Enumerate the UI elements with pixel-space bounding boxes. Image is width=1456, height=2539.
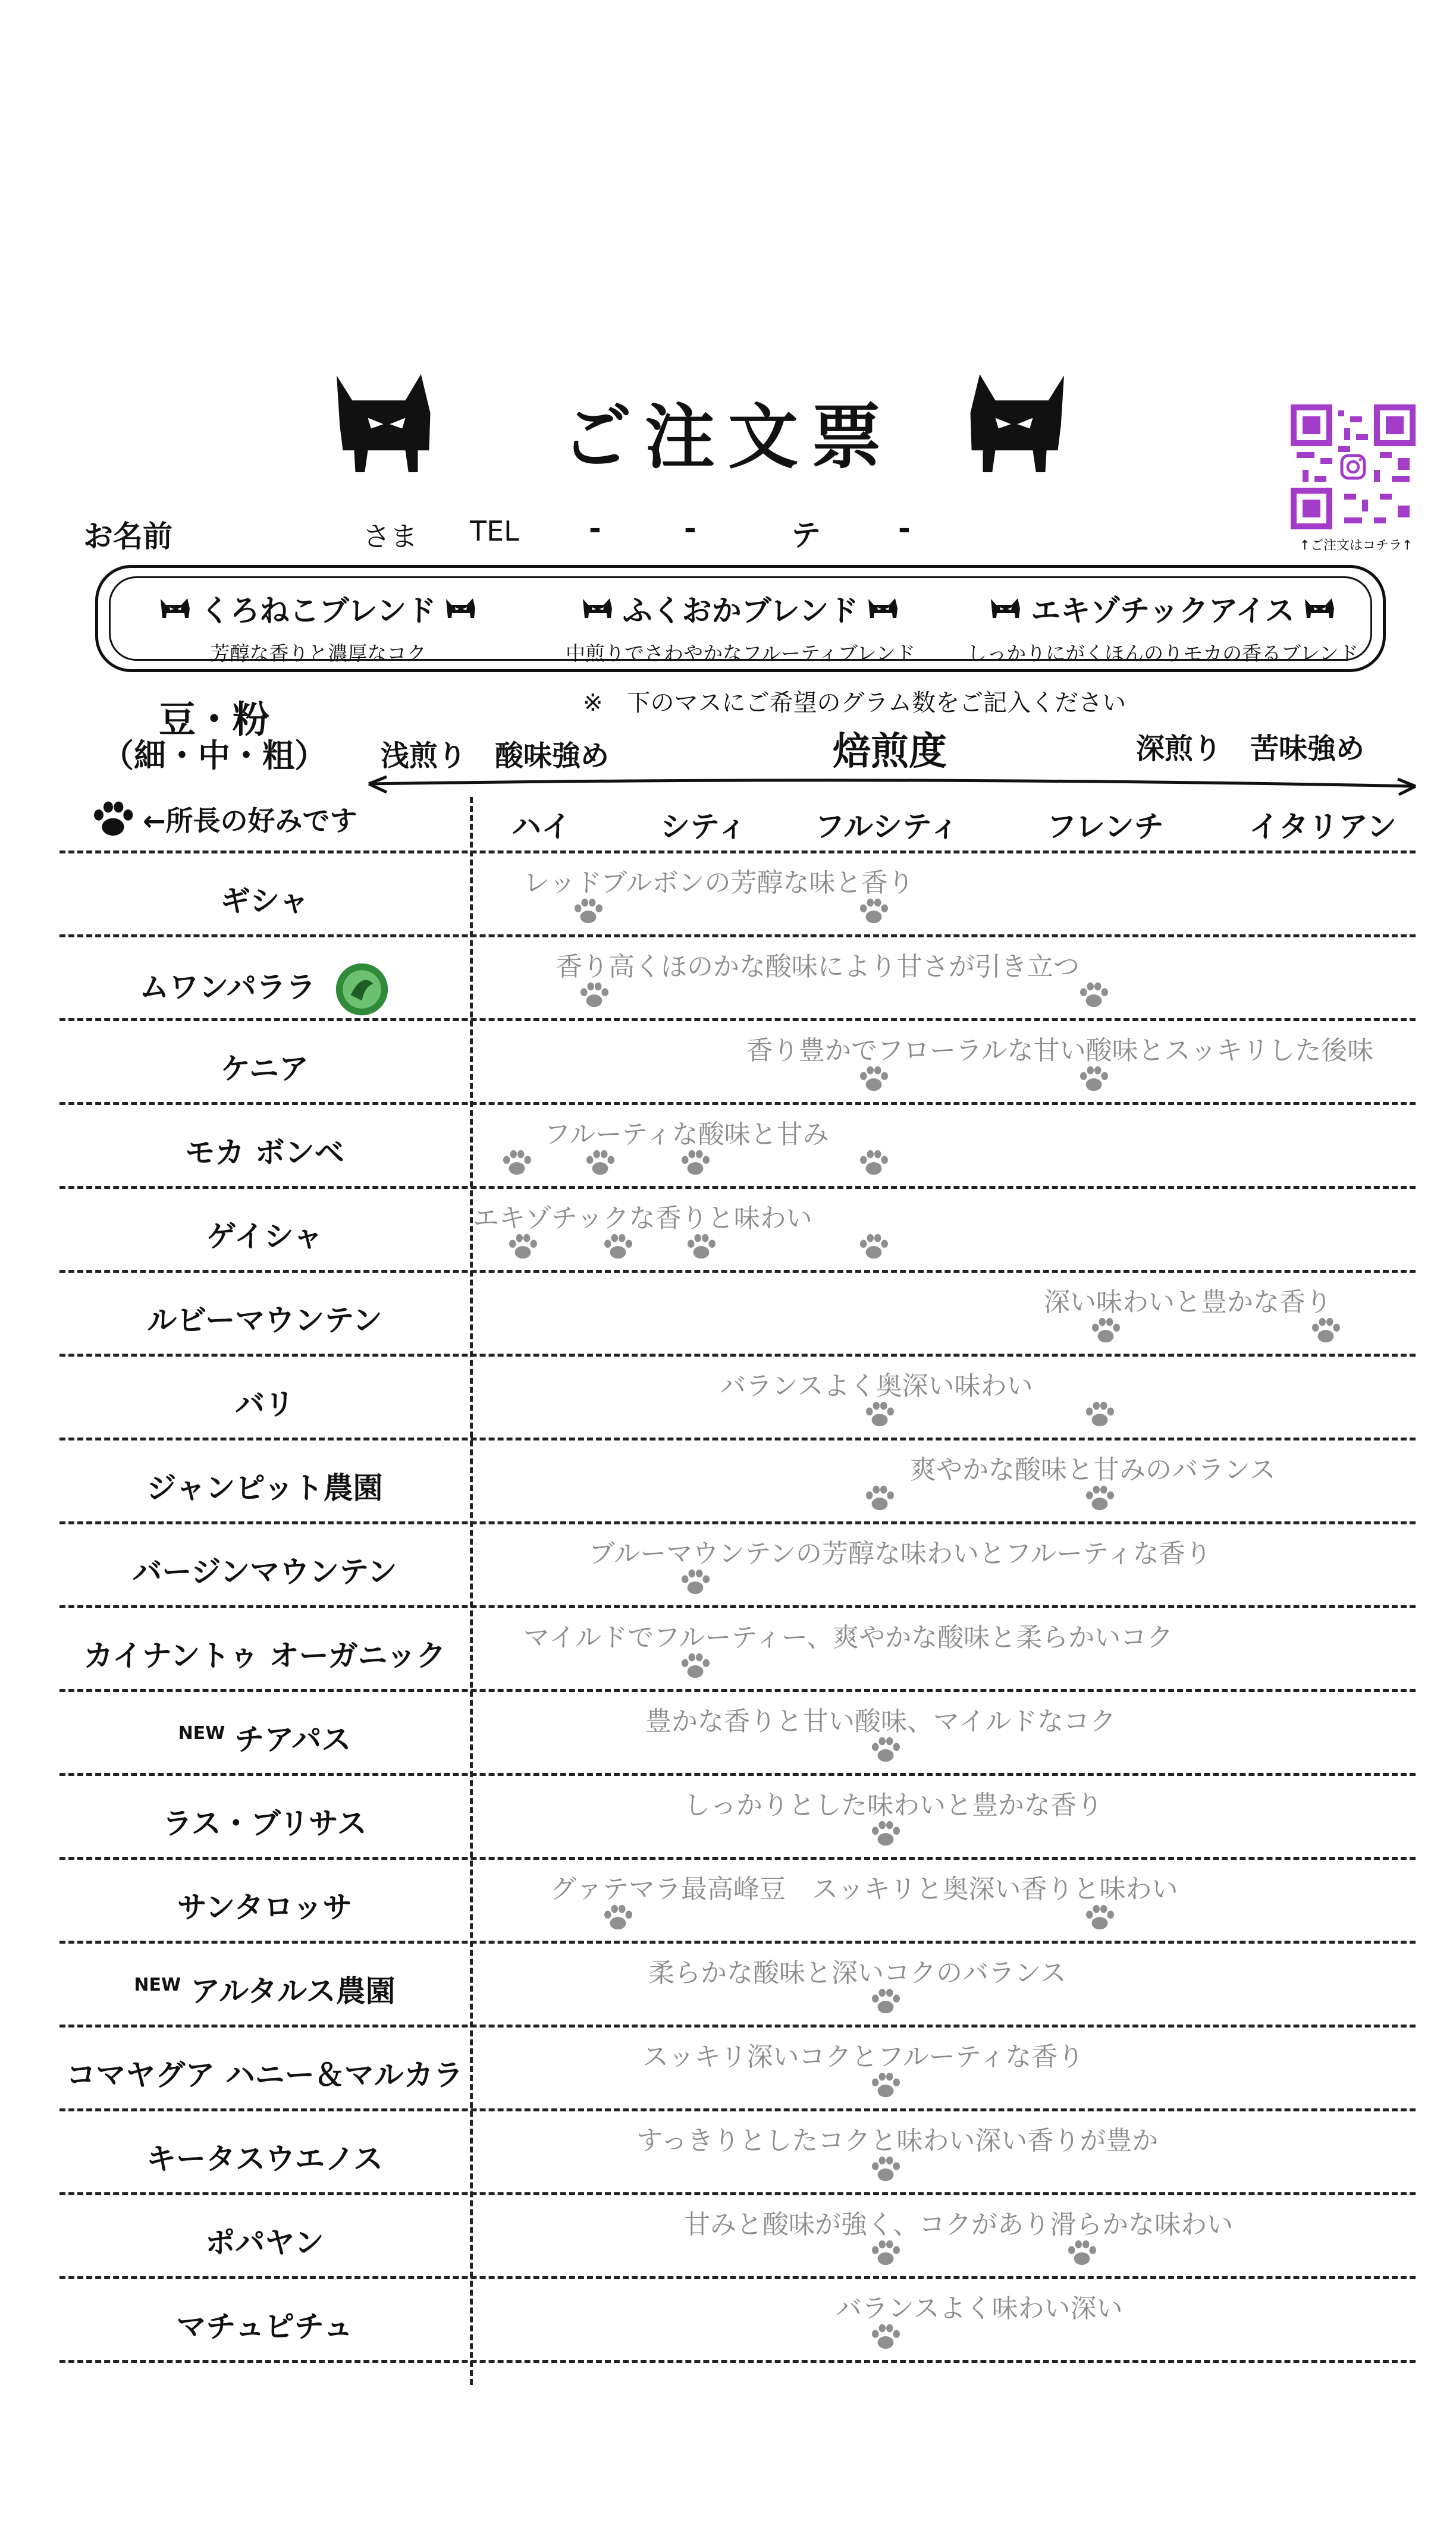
- bean-description: ブルーマウンテンの芳醇な味わいとフルーティな香り: [589, 1539, 1212, 1569]
- bean-name-text: モカ ボンベ: [185, 1135, 344, 1170]
- bean-name: [59, 2303, 470, 2346]
- bean-name: [59, 1213, 470, 1256]
- paw-icon: [862, 1400, 897, 1429]
- bean-name: [59, 2135, 470, 2178]
- grind-header: （細・中・粗）: [102, 737, 327, 774]
- bean-name-text: カイナントゥ オーガニック: [83, 1639, 446, 1673]
- small-cat-icon: [988, 597, 1024, 620]
- small-cat-icon: [865, 597, 901, 620]
- bean-description: グァテマラ最高峰豆 スッキリと奥深い香りと味わい: [550, 1874, 1178, 1904]
- paw-icon: [1082, 1484, 1117, 1512]
- bean-name-text: ケニア: [221, 1052, 309, 1086]
- row-divider: [59, 2276, 1416, 2279]
- paw-legend: [89, 798, 357, 840]
- row-divider: [59, 934, 1416, 937]
- row-divider: [59, 1521, 1416, 1524]
- bean-description: バランスよく味わい深い: [836, 2293, 1123, 2324]
- bean-name: [59, 2051, 470, 2094]
- qr-caption: ↑ご注文はコチラ↑: [1299, 538, 1413, 553]
- paw-icon: [856, 897, 891, 925]
- new-badge: NEW: [178, 1723, 225, 1744]
- paw-icon: [1308, 1316, 1343, 1345]
- paw-icon: [868, 1987, 903, 2016]
- blend-kuroneko: [110, 587, 526, 666]
- row-divider: [59, 1605, 1416, 1608]
- bean-description: レッドブルボンの芳醇な味と香り: [523, 868, 914, 898]
- paw-icon: [868, 2239, 903, 2267]
- bean-name-text: マチュピチュ: [176, 2309, 353, 2344]
- roast-level-city: シティ: [660, 809, 747, 844]
- bean-description: 柔らかな酸味と深いコクのバランス: [648, 1958, 1066, 1988]
- new-badge: NEW: [134, 1975, 181, 1996]
- row-divider: [59, 1354, 1416, 1357]
- paw-icon: [862, 1484, 897, 1512]
- tel-dash: -: [898, 511, 911, 546]
- bean-name-text: チアパス: [234, 1722, 352, 1757]
- blend-name: エキゾチックアイス: [1031, 594, 1295, 628]
- tel-dash: -: [684, 511, 696, 546]
- bean-name-text: ポパヤン: [205, 2226, 324, 2260]
- paw-icon: [601, 1232, 635, 1261]
- bean-name-text: ゲイシャ: [206, 1219, 323, 1254]
- roast-level-french: フレンチ: [1047, 809, 1164, 844]
- row-divider: [59, 2360, 1416, 2363]
- blend-fukuoka: [532, 587, 949, 666]
- bean-name-text: ギシャ: [220, 884, 309, 918]
- row-divider: [59, 1018, 1416, 1021]
- row-divider: [59, 2108, 1416, 2111]
- bean-name: [59, 961, 470, 1018]
- paw-icon: [868, 2323, 903, 2351]
- paw-icon: [89, 798, 137, 840]
- paw-icon: [856, 1148, 891, 1177]
- roast-arrow: [357, 773, 1427, 797]
- paw-icon: [583, 1148, 617, 1177]
- paw-icon: [678, 1568, 713, 1596]
- bean-name-text: キータスウエノス: [146, 2142, 383, 2176]
- paw-icon: [868, 1735, 903, 1764]
- bean-name-text: ルビーマウンテン: [147, 1303, 382, 1338]
- bean-description: バランスよく奥深い味わい: [720, 1371, 1033, 1401]
- paw-icon: [500, 1148, 534, 1177]
- paw-icon: [868, 2155, 903, 2183]
- paw-icon: [1077, 981, 1111, 1009]
- row-divider: [59, 1857, 1416, 1860]
- bean-name: [59, 2219, 470, 2262]
- bean-description: すっきりとしたコクと味わい深い香りが豊か: [636, 2126, 1159, 2156]
- bean-description: 香り豊かでフローラルな甘い酸味とスッキリした後味: [746, 1035, 1374, 1066]
- row-divider: [59, 1186, 1416, 1189]
- blend-desc: しっかりにがくほんのりモカの香るブレンド: [967, 642, 1358, 665]
- bean-name: [59, 1548, 470, 1591]
- bean-name: [59, 1800, 470, 1843]
- bean-description: マイルドでフルーティー、爽やかな酸味と柔らかいコク: [523, 1622, 1173, 1653]
- paw-icon: [868, 2071, 903, 2099]
- bean-name: [59, 877, 470, 920]
- bean-description: 甘みと酸味が強く、コクがあり滑らかな味わい: [684, 2210, 1234, 2240]
- bean-description: 香り高くほのかな酸味により甘さが引き立つ: [556, 952, 1080, 982]
- page-title: ご注文票: [561, 396, 895, 478]
- bean-name: [59, 1884, 470, 1926]
- paw-icon: [1082, 1903, 1117, 1932]
- paw-icon: [868, 1819, 903, 1848]
- bean-name-text: ムワンパララ: [139, 970, 316, 1005]
- blend-desc: 芳醇な香りと濃厚なコク: [210, 642, 426, 665]
- paw-icon: [684, 1232, 718, 1261]
- row-divider: [59, 1102, 1416, 1105]
- blend-name: くろねこブレンド: [200, 594, 437, 628]
- bean-header: 豆・粉: [158, 698, 269, 741]
- bean-name: [59, 1129, 470, 1172]
- roast-title: 焙煎度: [833, 730, 947, 774]
- paw-icon: [601, 1903, 635, 1932]
- blend-exotic-ice: [955, 587, 1371, 666]
- bean-name-text: アルタルス農園: [190, 1974, 396, 2008]
- paw-icon: [577, 981, 611, 1009]
- small-cat-icon: [158, 597, 193, 620]
- row-divider: [59, 2192, 1416, 2195]
- bean-name-text: ラス・ブリサス: [162, 1806, 367, 1841]
- paw-icon: [678, 1148, 713, 1177]
- tel-dash: -: [589, 511, 601, 546]
- paw-icon: [1082, 1400, 1117, 1429]
- row-divider: [59, 1773, 1416, 1776]
- paw-icon: [1065, 2239, 1099, 2267]
- roast-level-italian: イタリアン: [1249, 809, 1397, 844]
- paw-icon: [678, 1652, 713, 1680]
- small-cat-icon: [443, 597, 479, 620]
- sama-label: さま: [363, 520, 418, 553]
- row-divider: [59, 1941, 1416, 1944]
- bean-name: [59, 1464, 470, 1507]
- bean-name: [59, 1716, 470, 1759]
- roast-level-fullcity: フルシティ: [815, 809, 959, 844]
- blend-box: [95, 565, 1386, 672]
- tel-label: TEL: [470, 515, 519, 547]
- qr-code[interactable]: [1291, 404, 1416, 529]
- paw-icon: [856, 1232, 891, 1261]
- roast-light-label: 浅煎り 酸味強め: [381, 739, 610, 773]
- bean-name: [59, 1632, 470, 1675]
- roast-dark-label: 深煎り 苦味強め: [1136, 732, 1365, 765]
- bean-name-text: バリ: [235, 1387, 294, 1421]
- row-divider: [59, 1689, 1416, 1692]
- paw-icon: [571, 897, 605, 925]
- tel-te: テ: [791, 518, 821, 553]
- black-cat-icon: [952, 369, 1077, 476]
- paw-icon: [856, 1065, 891, 1093]
- bean-description: エキゾチックな香りと味わい: [473, 1203, 812, 1234]
- paw-icon: [1077, 1065, 1111, 1093]
- bean-description: しっかりとした味わいと豊かな香り: [684, 1790, 1103, 1821]
- instruction-note: ※ 下のマスにご希望のグラム数をご記入ください: [583, 689, 1126, 717]
- bean-description: 深い味わいと豊かな香り: [1044, 1287, 1332, 1317]
- bean-name: [59, 1967, 470, 2010]
- bean-description: フルーティな酸味と甘み: [544, 1119, 829, 1150]
- small-cat-icon: [1302, 597, 1338, 620]
- blend-name: ふくおかブレンド: [622, 594, 859, 628]
- row-divider: [59, 1270, 1416, 1273]
- bean-name: [59, 1297, 470, 1339]
- row-divider: [59, 850, 1416, 853]
- rainforest-certified-icon: [334, 961, 390, 1018]
- bean-description: 豊かな香りと甘い酸味、マイルドなコク: [645, 1706, 1116, 1737]
- bean-name-text: ジャンピット農園: [146, 1471, 383, 1505]
- column-divider: [470, 797, 473, 2385]
- small-cat-icon: [580, 597, 616, 620]
- bean-name: [59, 1045, 470, 1088]
- blend-desc: 中煎りでさわやかなフルーティブレンド: [566, 642, 915, 665]
- paw-icon: [506, 1232, 540, 1261]
- paw-icon: [1088, 1316, 1123, 1345]
- bean-name-text: バージンマウンテン: [132, 1555, 397, 1589]
- roast-level-high: ハイ: [512, 809, 571, 844]
- bean-name-text: コマヤグア ハニー＆マルカラ: [66, 2058, 463, 2092]
- row-divider: [59, 1438, 1416, 1440]
- bean-description: スッキリ深いコクとフルーティな香り: [642, 2042, 1084, 2072]
- name-label: お名前: [83, 519, 172, 554]
- paw-legend-label: ←所長の好みです: [143, 805, 357, 837]
- bean-description: 爽やかな酸味と甘みのバランス: [910, 1455, 1276, 1485]
- row-divider: [59, 2025, 1416, 2028]
- bean-name: [59, 1380, 470, 1423]
- bean-name-text: サンタロッサ: [177, 1890, 353, 1925]
